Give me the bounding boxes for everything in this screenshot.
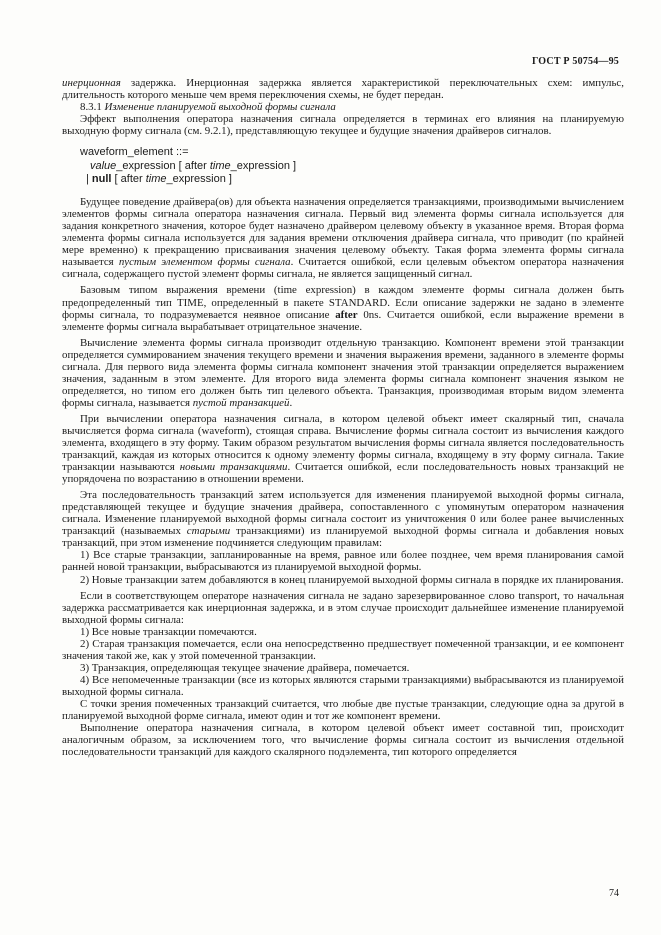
section-heading [62,101,624,113]
rule-item: 2) Старая транзакция помечается, если она непосредственно предшествует помеченной транзакции, и ее компонент значения такой же, как у этой помеченной транзакции. [62,637,624,662]
paragraph [62,413,624,485]
page-body [62,77,624,758]
paragraph [62,284,624,332]
paragraph [62,77,624,101]
syntax-part: value [90,159,117,172]
syntax-line: waveform_element ::= [80,146,189,159]
rule-item: 1) Все старые транзакции, запланированные на время, равное или более позднее, чем время планирования самой ранней новой транзакции, выбрасываются из планируемой выходной формы. [62,549,624,574]
term: пустым элементом формы сигнала [118,256,291,269]
paragraph-text: Эта последовательность транзакций затем используется для изменения планируемой выходной формы сигнала, представляющей текущее и будущие значения драйвера, сопоставленного с упомянутым оператором назначения сигнала. Изменение планируемой выходной формы сигнала состоит из уничтожения 0 или более ранее вычисленных транзакций (называемых [62,489,624,538]
paragraph [62,337,624,409]
paragraph-text: Вычисление элемента формы сигнала производит отдельную транзакцию. Компонент времени этой транзакции определяется суммированием значения текущего времени и значения выражения времени, заданного в элементе формы сигнала. Для первого вида элемента формы сигнала компонент значения этой транзакции определяется выражением значения, заданным в этом элементе. Для второго вида элемента формы сигнала компонент значения языком не определяется, но типом его должен быть тип целевого объекта. Транзакция, производимая вторым видом элемента формы сигнала, называется [62,336,624,409]
paragraph-text: 0ns. Считается ошибкой, если выражение времени в элементе формы сигнала вырабатывает отрицательное значение. [62,308,625,333]
syntax-part: time [145,172,167,185]
rule-item: 4) Все непомеченные транзакции (все из которых являются старыми транзакциями) выбрасываются из планируемой выходной формы сигнала. [62,673,624,698]
paragraph [62,196,624,280]
syntax-part: | [86,172,92,185]
rule-item: 1) Все новые транзакции помечаются. [80,625,257,638]
paragraph-text: транзакциями) из планируемой выходной формы сигнала и добавления новых транзакций, при этом изменение подчиняется следующим правилам: [62,525,624,550]
page-header: ГОСТ Р 50754—95 [531,56,619,67]
paragraph [62,489,624,549]
syntax-block [62,146,624,186]
paragraph-text: задержка. Инерционная задержка является характеристикой переключательных схем: импульс, длительность которого меньше чем время переключения схемы, не будет передан. [62,77,624,102]
syntax-part: _expression ] [166,172,232,185]
paragraph: Эффект выполнения оператора назначения сигнала определяется в терминах его влияния на планируемую выходную форму сигнала (см. 9.2.1), представляющую текущее и будущие значения драйверов сигналов. [62,113,624,138]
paragraph: Выполнение оператора назначения сигнала, в котором целевой объект имеет составной тип, происходит аналогичным образом, за исключением того, что вычисление формы сигнала состоит из вычисления отдельной последовательности транзакций для каждого скалярного подэлемента, тип которого определяется [62,722,624,759]
paragraph-text: . Считается ошибкой, если целевым объектом оператора назначения сигнала, содержащего пустой элемент формы сигнала, не является защищенный сигнал. [62,256,624,281]
paragraph: Если в соответствующем операторе назначения сигнала не задано зарезервированное слово transport, то начальная задержка рассматривается как инерционная задержка, и в этом случае происходит дальнейшее изменение планируемой выходной формы сигнала: [62,589,624,626]
keyword: after [335,308,358,321]
syntax-part: [ after [111,172,146,185]
syntax-line [62,173,624,186]
paragraph-text: . Считается ошибкой, если последовательность новых транзакций не упорядочена по возрастанию в отношении времени. [62,461,624,486]
paragraph-text: Будущее поведение драйвера(ов) для объекта назначения определяется транзакциями, производимыми вычислением элементов формы сигнала оператора назначения сигнала. Первый вид элемента формы сигнала используется для задания конкретного значения, которое будет назначено драйвером целевому объекту в указанное время. Вторая форма элемента формы сигнала используется для задания времени отключения драйвера сигнала, что приводит (по крайней мере временно) к прекращению присваивания значения целевому объекту. Такая форма элемента формы сигнала называется [62,196,624,269]
paragraph-text: . [289,396,293,409]
term: инерционная [62,77,121,89]
syntax-part: _expression [ after [116,159,210,172]
syntax-line [62,160,624,173]
syntax-keyword: null [91,172,112,185]
section-number: 8.3.1 [80,101,102,114]
paragraph: С точки зрения помеченных транзакций считается, что любые две пустые транзакции, следующие одна за другой в планируемой выходной форме сигнала, имеют один и тот же компонент времени. [62,698,624,723]
rule-item: 2) Новые транзакции затем добавляются в конец планируемой выходной формы сигнала в порядке их планирования. [80,573,624,586]
term: новыми транзакциями [179,461,288,474]
paragraph-text: При вычислении оператора назначения сигнала, в котором целевой объект имеет скалярный тип, сначала вычисляется форма сигнала (waveform), стоящая справа. Вычисление формы сигнала состоит из вычисления каждого элемента, входящего в эту форму. Таким образом результатом вычисления формы сигнала является последовательность транзакций, каждая из которых относится к одному элементу формы сигнала, входящему в эту форму сигнала. Такие транзакции называются [62,412,624,474]
paragraph-text: Базовым типом выражения времени (time expression) в каждом элементе формы сигнала должен быть предопределенный тип TIME, определенный в пакете STANDARD. Если описание задержки не задано в элементе формы сигнала, то подразумевается неявное описание [62,284,624,321]
term: пустой транзакцией [192,396,290,409]
syntax-part: time [209,159,231,172]
term: старыми [186,525,231,538]
rule-item: 3) Транзакция, определяющая текущее значение драйвера, помечается. [80,661,410,674]
section-title: Изменение планируемой выходной формы сигнала [104,101,336,114]
page-number: 74 [609,888,619,899]
syntax-part: _expression ] [230,159,297,172]
